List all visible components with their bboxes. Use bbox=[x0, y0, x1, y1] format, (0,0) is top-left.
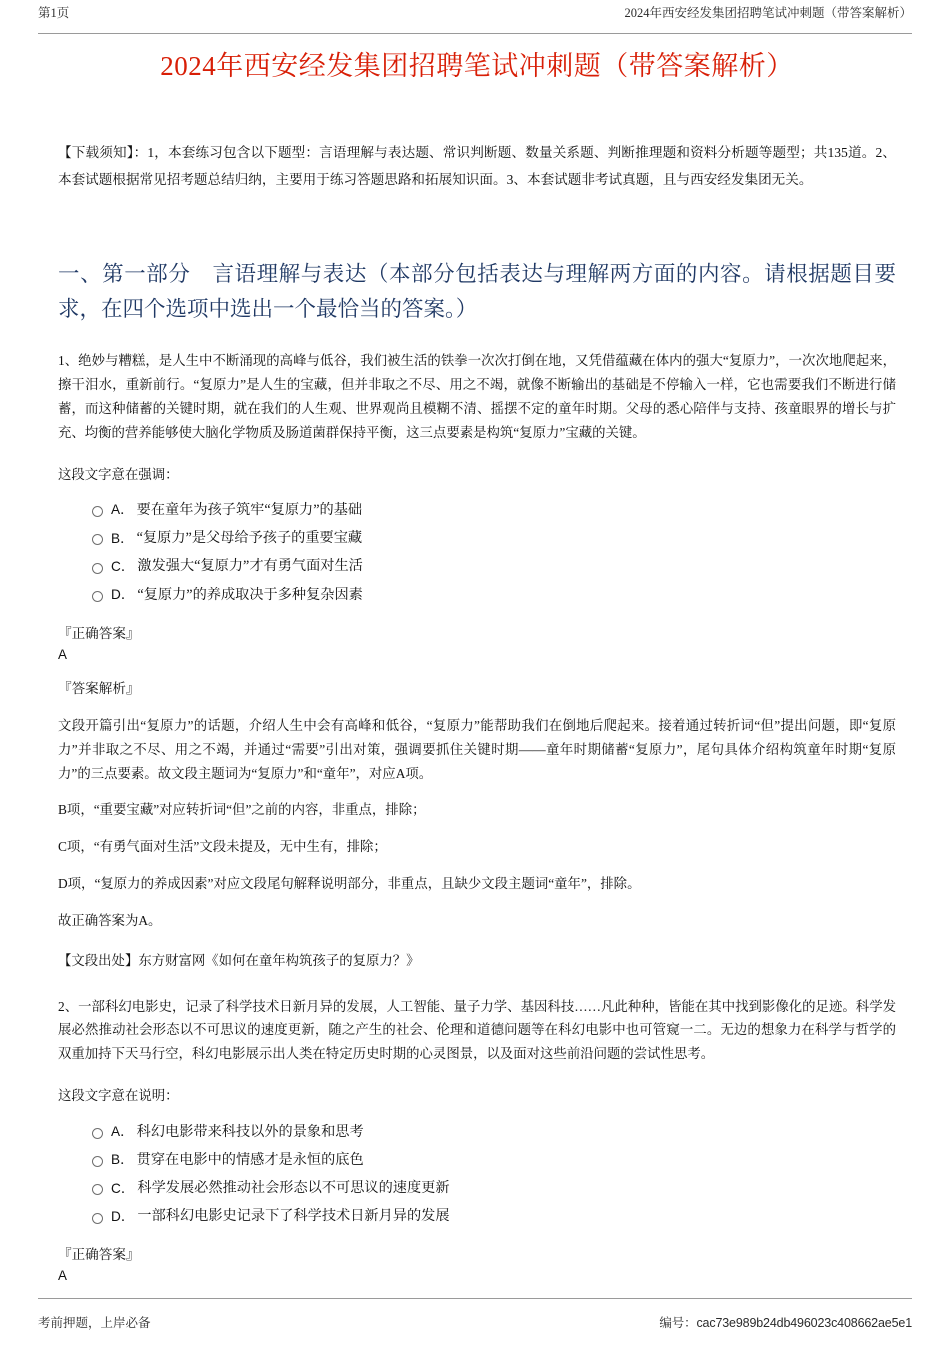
option-a[interactable] bbox=[92, 1118, 896, 1146]
correct-answer-label: 『正确答案』 bbox=[58, 1247, 140, 1263]
page-number-marker: 第1页 bbox=[38, 6, 70, 20]
option-text: 贯穿在电影中的情感才是永恒的底色 bbox=[136, 1151, 364, 1168]
option-c[interactable] bbox=[92, 553, 896, 581]
document-content bbox=[58, 38, 896, 1286]
option-a[interactable] bbox=[92, 496, 896, 524]
option-letter: C． bbox=[111, 558, 135, 574]
page-title: 2024年西安经发集团招聘笔试冲刺题（带答案解析） bbox=[160, 51, 794, 81]
footer-id-value: cac73e989b24db496023c408662ae5e1 bbox=[696, 1316, 912, 1330]
option-text: “复原力”是父母给予孩子的重要宝藏 bbox=[136, 530, 363, 547]
correct-answer-value: A bbox=[58, 646, 67, 662]
option-list bbox=[58, 1118, 896, 1231]
radio-button-icon[interactable] bbox=[92, 534, 103, 545]
section-heading-part-one: 一、第一部分 言语理解与表达（本部分包括表达与理解两方面的内容。请根据题目要求，在四个选项中选出一个最恰当的答案。） bbox=[58, 262, 896, 322]
question-block bbox=[58, 349, 896, 973]
footer-slogan: 考前押题，上岸必备 bbox=[38, 1316, 151, 1330]
radio-button-icon[interactable] bbox=[92, 1213, 103, 1224]
option-list bbox=[58, 496, 896, 609]
radio-button-icon[interactable] bbox=[92, 1156, 103, 1167]
option-c[interactable] bbox=[92, 1175, 896, 1203]
explanation-paragraph: B项，“重要宝藏”对应转折词“但”之前的内容，非重点，排除； bbox=[58, 802, 426, 818]
explanation-paragraph: 故正确答案为A。 bbox=[58, 912, 162, 928]
download-notice: 【下载须知】：1，本套练习包含以下题型：言语理解与表达题、常识判断题、数量关系题、判断推理题和资料分析题等题型；共135道。2、本套试题根据常见招考题总结归纳，主要用于练习答题思路和拓展知识面。3、本套试题非考试真题，且与西安经发集团无关。 bbox=[58, 145, 896, 187]
correct-answer-value: A bbox=[58, 1268, 67, 1284]
option-letter: C． bbox=[111, 1180, 135, 1196]
radio-button-icon[interactable] bbox=[92, 563, 103, 574]
page-footer bbox=[38, 1298, 912, 1331]
option-text: 要在童年为孩子筑牢“复原力”的基础 bbox=[136, 501, 363, 518]
question-prompt: 这段文字意在说明： bbox=[58, 1088, 179, 1104]
radio-button-icon[interactable] bbox=[92, 506, 103, 517]
option-letter: B． bbox=[111, 1152, 134, 1168]
answer-explanation-label: 『答案解析』 bbox=[58, 680, 140, 696]
correct-answer-label: 『正确答案』 bbox=[58, 625, 140, 641]
explanation-paragraph: 文段开篇引出“复原力”的话题，介绍人生中会有高峰和低谷，“复原力”能帮助我们在倒地后爬起来。接着通过转折词“但”提出问题，即“复原力”并非取之不尽、用之不竭，并通过“需要”引出对策，强调要抓住关键时期——童年时期储蓄“复原力”，尾句具体介绍构筑童年时期“复原力”的三点要素。故文段主题词为“复原力”和“童年”，对应A项。 bbox=[58, 717, 896, 781]
radio-button-icon[interactable] bbox=[92, 591, 103, 602]
question-prompt: 这段文字意在强调： bbox=[58, 466, 179, 482]
option-text: 科学发展必然推动社会形态以不可思议的速度更新 bbox=[137, 1180, 450, 1197]
option-letter: D． bbox=[111, 587, 135, 603]
option-letter: A． bbox=[111, 502, 134, 518]
explanation-paragraph: D项，“复原力的养成因素”对应文段尾句解释说明部分，非重点，且缺少文段主题词“童年”，排除。 bbox=[58, 876, 641, 892]
radio-button-icon[interactable] bbox=[92, 1128, 103, 1139]
question-stem: 1、绝妙与糟糕，是人生中不断涌现的高峰与低谷，我们被生活的铁拳一次次打倒在地，又凭借蕴藏在体内的强大“复原力”，一次次地爬起来，擦干泪水，重新前行。“复原力”是人生的宝藏，但并非取之不尽、用之不竭，就像不断输出的基础是不停输入一样，它也需要我们不断进行储蓄，而这种储蓄的关键时期，就在我们的人生观、世界观尚且模糊不清、摇摆不定的童年时期。父母的悉心陪伴与支持、孩童眼界的增长与扩充、均衡的营养能够使大脑化学物质及肠道菌群保持平衡，这三点要素是构筑“复原力”宝藏的关键。 bbox=[58, 353, 896, 440]
option-d[interactable] bbox=[92, 581, 896, 609]
option-d[interactable] bbox=[92, 1203, 896, 1231]
explanation-paragraph: C项，“有勇气面对生活”文段未提及，无中生有，排除； bbox=[58, 839, 387, 855]
question-stem: 2、一部科幻电影史，记录了科学技术日新月异的发展，人工智能、量子力学、基因科技……凡此种种，皆能在其中找到影像化的足迹。科学发展必然推动社会形态以不可思议的速度更新，随之产生的社会、伦理和道德问题等在科幻电影中也可管窥一二。无边的想象力在科学与哲学的双重加持下天马行空，科幻电影展示出人类在特定历史时期的心灵图景，以及面对这些前沿问题的尝试性思考。 bbox=[58, 998, 896, 1062]
option-text: 激发强大“复原力”才有勇气面对生活 bbox=[137, 558, 363, 575]
option-letter: A． bbox=[111, 1124, 134, 1139]
footer-document-id bbox=[659, 1313, 912, 1331]
passage-source: 【文段出处】东方财富网《如何在童年构筑孩子的复原力？》 bbox=[58, 952, 420, 968]
option-b[interactable] bbox=[92, 525, 896, 553]
header-running-title: 2024年西安经发集团招聘笔试冲刺题（带答案解析） bbox=[624, 6, 912, 20]
page-header bbox=[38, 6, 912, 34]
option-text: 科幻电影带来科技以外的景象和思考 bbox=[136, 1123, 364, 1140]
option-text: 一部科幻电影史记录下了科学技术日新月异的发展 bbox=[137, 1208, 450, 1225]
radio-button-icon[interactable] bbox=[92, 1184, 103, 1195]
question-block bbox=[58, 995, 896, 1287]
option-text: “复原力”的养成取决于多种复杂因素 bbox=[137, 586, 363, 603]
option-letter: B． bbox=[111, 530, 134, 546]
option-letter: D． bbox=[111, 1208, 135, 1224]
option-b[interactable] bbox=[92, 1146, 896, 1174]
footer-id-label: 编号： bbox=[659, 1316, 697, 1330]
